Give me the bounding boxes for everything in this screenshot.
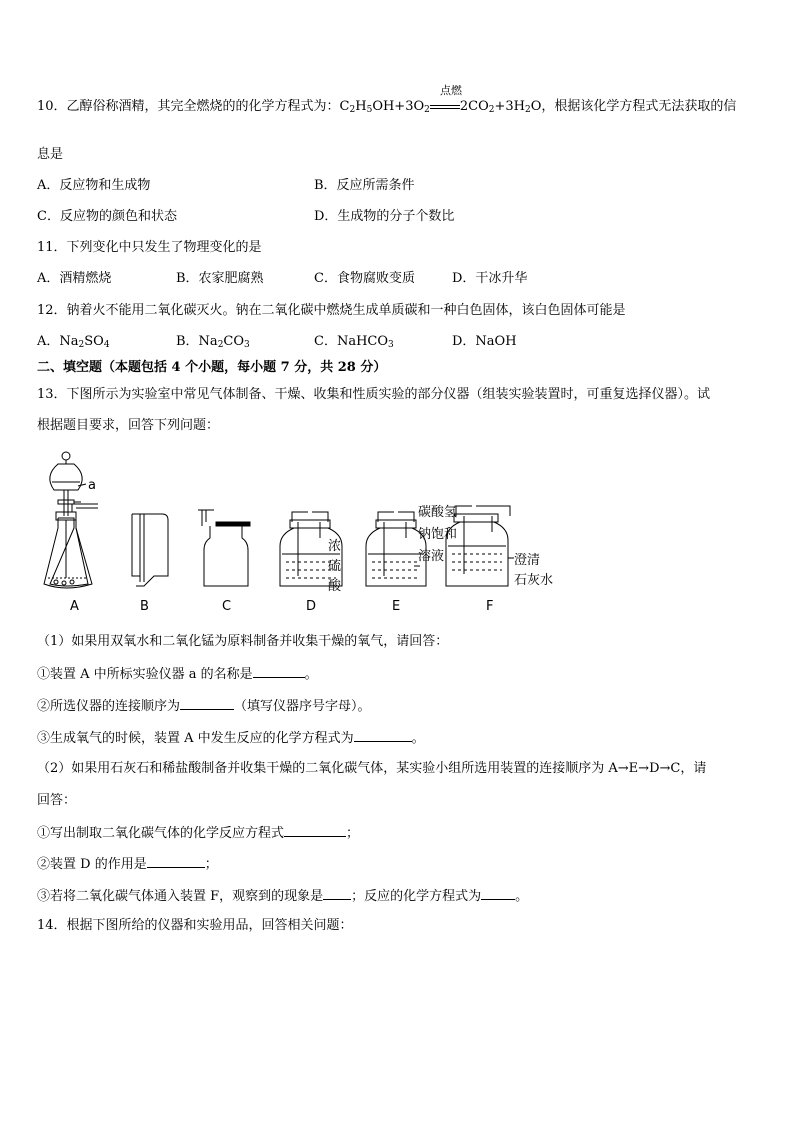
label-D-text-2: 硫 — [328, 559, 342, 574]
answer-blank[interactable] — [253, 665, 305, 678]
q14-stem: 14．根据下图所给的仪器和实验用品，回答相关问题： — [37, 918, 353, 933]
q11-option-b[interactable]: B．农家肥腐熟 — [176, 271, 264, 286]
q13-part2-continued: 回答： — [37, 793, 77, 808]
label-E-text-2: 钠饱和 — [418, 527, 458, 542]
answer-blank[interactable] — [481, 887, 515, 900]
q11-option-c[interactable]: C．食物腐败变质 — [314, 271, 415, 286]
q13-part2-1: ①写出制取二氧化碳气体的化学反应方程式 ； — [37, 826, 360, 841]
label-C: C — [222, 599, 232, 614]
q10-option-b[interactable]: B．反应所需条件 — [314, 178, 415, 193]
label-F-text-1: 澄清 — [514, 553, 541, 568]
label-D-text-3: 酸 — [328, 579, 342, 594]
label-B: B — [140, 599, 149, 614]
q11-option-d[interactable]: D．干冰升华 — [452, 271, 528, 286]
label-E-text-1: 碳酸氢 — [418, 505, 458, 520]
q12-option-b[interactable]: B．$Na_2CO_3$ — [176, 334, 250, 350]
apparatus-c — [198, 510, 250, 586]
q12-option-c[interactable]: C．NaHCO$_3$ — [314, 334, 394, 350]
q13-part2: （2）如果用石灰石和稀盐酸制备并收集干燥的二氧化碳气体，某实验小组所选用装置的连接顺序为 A→E→D→C，请 — [37, 761, 707, 776]
answer-blank[interactable] — [354, 729, 412, 742]
label-D-text-1: 浓 — [328, 539, 342, 554]
q13-part2-3: ③若将二氧化碳气体通入装置 F，观察到的现象是 ；反应的化学方程式为 。 — [37, 889, 529, 904]
q13-part1-2: ②所选仪器的连接顺序为 （填写仪器序号字母）。 — [37, 699, 371, 714]
q13-stem-line2: 根据题目要求，回答下列问题： — [37, 418, 220, 433]
q11-stem: 11．下列变化中只发生了物理变化的是 — [37, 240, 262, 255]
apparatus-a — [44, 452, 98, 588]
q12-stem: 12．钠着火不能用二氧化碳灭火。钠在二氧化碳中燃烧生成单质碳和一种白色固体，该白色固体可能是 — [37, 303, 626, 318]
q10-reaction-condition: 点燃 — [440, 84, 462, 97]
answer-blank[interactable] — [284, 824, 346, 837]
apparatus-b — [132, 514, 168, 586]
q12-option-d[interactable]: D．NaOH — [452, 334, 517, 349]
reaction-equals-mark — [430, 102, 460, 112]
q13-part2-2: ②装置 D 的作用是 ； — [37, 857, 218, 872]
label-E-text-3: 溶液 — [418, 549, 445, 564]
q10-option-a[interactable]: A．反应物和生成物 — [37, 178, 151, 193]
label-F-text-2: 石灰水 — [514, 573, 554, 588]
answer-blank[interactable] — [323, 887, 351, 900]
section-heading: 二、填空题（本题包括 4 个小题，每小题 7 分，共 28 分） — [37, 360, 387, 375]
q11-option-a[interactable]: A．酒精燃烧 — [37, 271, 112, 286]
q10-stem: 10．乙醇俗称酒精，其完全燃烧的的化学方程式为：$C_2H_5OH+3O_2$ $2CO_2+3H_2O$，根据该化学方程式无法获取的信 — [37, 99, 737, 115]
q13-part1-1: ①装置 A 中所标实验仪器 a 的名称是 。 — [37, 667, 318, 682]
answer-blank[interactable] — [180, 697, 234, 710]
q10-stem-continued: 息是 — [37, 147, 64, 162]
q13-stem-line1: 13．下图所示为实验室中常见气体制备、干燥、收集和性质实验的部分仪器（组装实验装置时，可重复选择仪器）。试 — [37, 387, 711, 402]
q12-option-a[interactable]: A．$Na_2SO_4$ — [37, 334, 110, 350]
label-a: a — [88, 478, 96, 493]
q10-option-d[interactable]: D．生成物的分子个数比 — [314, 209, 455, 224]
q10-option-c[interactable]: C．反应物的颜色和状态 — [37, 209, 177, 224]
label-E: E — [392, 599, 401, 614]
label-D: D — [306, 599, 317, 614]
apparatus-figure — [36, 446, 566, 621]
q13-part1: （1）如果用双氧水和二氧化锰为原料制备并收集干燥的氧气，请回答： — [37, 634, 449, 649]
apparatus-e — [366, 512, 426, 586]
label-A: A — [70, 599, 79, 614]
q13-part1-3: ③生成氧气的时候，装置 A 中发生反应的化学方程式为 。 — [37, 731, 425, 746]
label-F: F — [486, 599, 494, 614]
answer-blank[interactable] — [147, 855, 205, 868]
